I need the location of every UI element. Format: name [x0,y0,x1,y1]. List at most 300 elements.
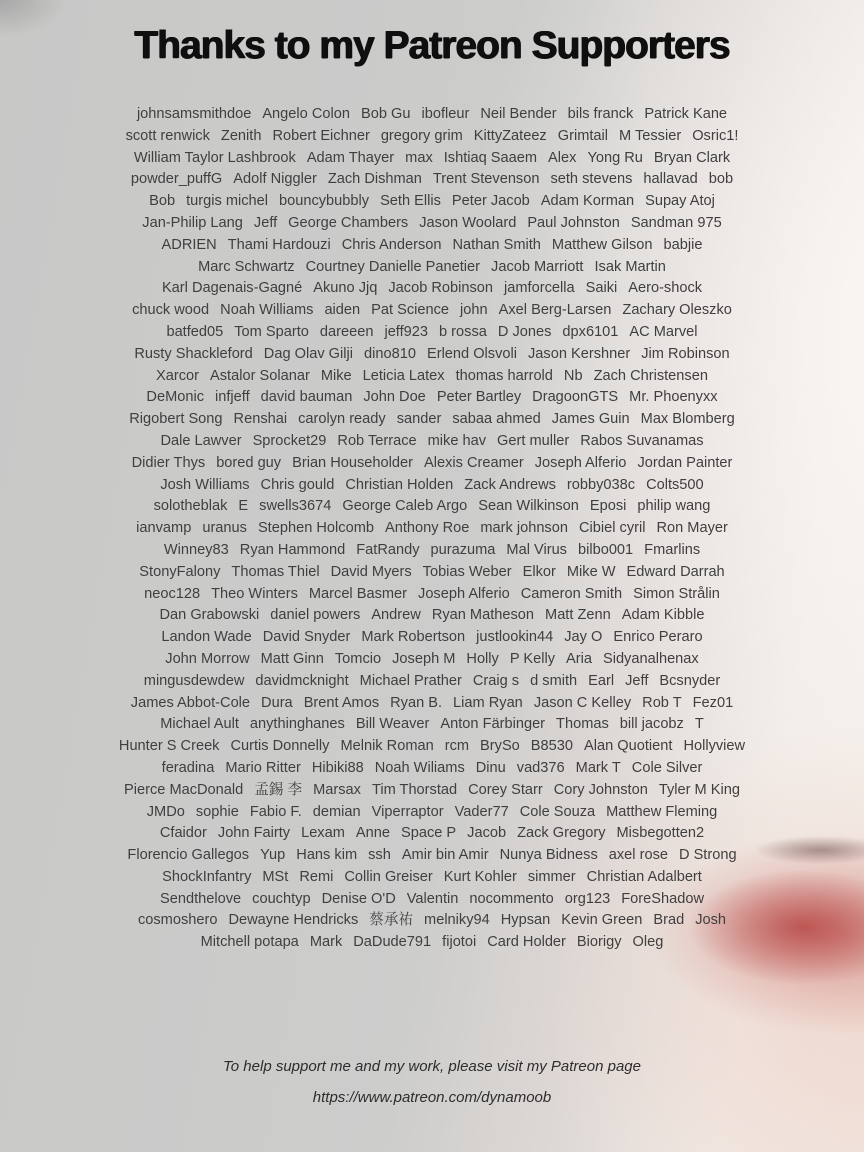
supporter-name: purazuma [430,541,496,558]
supporter-name: Alan Quotient [584,738,673,755]
supporter-line [0,910,864,932]
supporter-name: Biorigy [576,934,622,951]
supporter-name: anythinghanes [249,716,345,733]
supporter-name: Ryan Hammond [239,541,346,558]
supporter-name: Dinu [475,759,506,776]
supporter-name: Anton Färbinger [440,716,546,733]
supporter-name: Holly [466,650,499,667]
supporter-line [0,889,864,911]
supporter-name: Adam Korman [540,193,635,210]
supporter-name: Jim Robinson [641,345,730,362]
supporter-name: FatRandy [356,541,420,558]
supporter-name: Grimtail [557,127,609,144]
supporter-name: bilbo001 [577,541,634,558]
supporter-name: Stephen Holcomb [257,520,374,537]
supporter-name: melniky94 [424,912,490,929]
supporter-name: Supay Atoj [645,193,715,210]
supporter-name: Michael Prather [359,672,462,689]
supporter-name: Dan Grabowski [159,607,260,624]
supporter-name: Hypsan [500,912,551,929]
supporter-name: Space P [400,825,457,842]
supporter-name: Hans kim [296,847,358,864]
supporter-name: org123 [564,890,611,907]
supporter-name: Vader77 [454,803,509,820]
supporter-name: Adam Thayer [306,149,395,166]
supporter-name: demian [312,803,361,820]
supporter-name: Fmarlins [644,541,701,558]
supporter-line [0,605,864,627]
supporter-name: KittyZateez [473,127,547,144]
supporter-name: Chris gould [260,476,335,493]
supporter-name: AC Marvel [629,323,698,340]
supporter-name: Ishtiaq Saaem [443,149,538,166]
supporter-name: Mario Ritter [225,759,301,776]
supporter-line [0,867,864,889]
supporter-name: Tim Thorstad [371,781,458,798]
supporter-name: P Kelly [509,650,556,667]
supporter-name: Rigobert Song [129,411,223,428]
supporter-name: Rabos Suvanamas [580,432,704,449]
supporter-name: gregory grim [380,127,463,144]
supporter-name: ShockInfantry [162,868,252,885]
supporter-name: david bauman [260,389,353,406]
supporter-name: Aria [566,650,592,667]
supporter-line [0,802,864,824]
supporter-name: sophie [195,803,239,820]
supporter-name: Jason C Kelley [533,694,632,711]
supporter-name: Max Blomberg [640,411,735,428]
supporter-name: Zachary Oleszko [622,302,732,319]
supporter-name: DaDude791 [353,934,432,951]
supporter-name: ADRIEN [161,236,217,253]
supporter-name: Marcel Basmer [308,585,408,602]
supporter-name: Florencio Gallegos [127,847,250,864]
supporter-name: Xarcor [156,367,200,384]
supporter-name: Sendthelove [160,890,242,907]
supporter-name: Brad [653,912,685,929]
supporter-name: cosmoshero [137,912,218,929]
supporter-name: Isak Martin [594,258,666,275]
supporter-name: Earl [588,672,615,689]
supporter-name: ssh [368,847,391,864]
supporter-name: Andrew [371,607,421,624]
supporter-name: Brent Amos [303,694,380,711]
support-message: To help support me and my work, please visit my Patreon page [223,1058,641,1076]
supporter-name: Josh Williams [160,476,250,493]
supporter-name: Yup [260,847,286,864]
supporter-name: Osric1! [692,127,739,144]
supporter-name: Viperraptor [371,803,444,820]
supporter-name: Mitchell potapa [200,934,299,951]
supporter-name: Bob [149,193,176,210]
supporter-name: ibofleur [421,106,470,122]
supporter-name: B8530 [530,738,573,755]
supporter-line [0,322,864,344]
supporter-name: ForeShadow [621,890,704,907]
supporter-name: Remi [299,868,334,885]
supporter-name: Dale Lawver [160,432,242,449]
supporter-name: David Snyder [262,629,351,646]
supporter-name: bill jacobz [619,716,684,733]
supporter-name: Zack Andrews [464,476,556,493]
supporter-name: Alexis Creamer [424,454,524,471]
supporter-name: max [405,149,433,166]
supporter-name: rcm [444,738,470,755]
supporter-name: Chris Anderson [341,236,442,253]
supporter-name: Joseph Alferio [418,585,510,602]
supporter-name: George Caleb Argo [342,498,468,515]
supporter-name: Yong Ru [587,149,643,166]
supporter-name: solotheblak [153,498,228,515]
supporter-name: StonyFalony [139,563,221,580]
supporter-name: Josh [695,912,727,929]
supporter-name: Fez01 [692,694,734,711]
supporter-name: MSt [262,868,289,885]
supporter-name: Neil Bender [480,106,557,122]
supporter-name: Amir bin Amir [401,847,489,864]
supporter-name: Didier Thys [131,454,206,471]
supporter-name: Mike W [566,563,616,580]
supporter-name: mike hav [427,432,487,449]
supporter-name: Renshai [233,411,288,428]
supporter-name: robby038c [566,476,636,493]
supporter-line [0,562,864,584]
supporter-name: Jacob Marriott [491,258,584,275]
supporter-name: Adam Kibble [621,607,705,624]
supporter-name: Tom Sparto [234,323,309,340]
supporter-name: Oleg [632,934,664,951]
supporter-name: Zach Christensen [593,367,708,384]
supporter-name: powder_puffG [130,171,223,188]
supporter-name: Sandman 975 [630,214,722,231]
supporter-name: Ryan Matheson [431,607,535,624]
supporter-name: Thami Hardouzi [227,236,331,253]
supporter-line [0,540,864,562]
supporter-name: Denise O'D [321,890,396,907]
supporter-name: davidmcknight [255,672,349,689]
supporter-name: bored guy [216,454,282,471]
supporter-line [0,278,864,300]
supporter-name: John Doe [363,389,426,406]
supporter-name: jamforcella [504,280,575,297]
supporter-name: Robert Eichner [272,127,370,144]
supporter-name: Sprocket29 [252,432,327,449]
supporter-name: Lexam [301,825,345,842]
supporter-name: Matthew Fleming [606,803,718,820]
supporter-name: daniel powers [270,607,361,624]
supporter-name: Michael Ault [160,716,239,733]
supporter-name: carolyn ready [298,411,386,428]
supporter-name: batfed05 [166,323,224,340]
supporter-name: Cameron Smith [520,585,623,602]
supporter-line [0,191,864,213]
supporter-line [0,387,864,409]
supporter-name: 孟錫 李 [254,781,303,798]
supporter-name: Collin Greiser [344,868,433,885]
supporter-line [0,169,864,191]
supporter-name: Cory Johnston [553,781,648,798]
supporter-name: Curtis Donnelly [230,738,330,755]
supporter-name: johnsamsmithdoe [136,106,252,122]
supporter-name: DeMonic [146,389,205,406]
supporter-name: Peter Bartley [436,389,522,406]
supporter-name: Noah Williams [220,302,314,319]
supporter-name: Liam Ryan [453,694,523,711]
supporter-name: 蔡承祐 [369,912,414,929]
supporter-line [0,627,864,649]
supporter-name: Bill Weaver [355,716,430,733]
supporter-name: Kevin Green [561,912,643,929]
supporter-name: Anne [355,825,390,842]
supporter-name: mingusdewdew [143,672,245,689]
supporter-name: couchtyp [252,890,311,907]
supporter-name: Rob T [642,694,682,711]
supporter-name: Tobias Weber [422,563,512,580]
supporter-name: Simon Strålin [633,585,720,602]
supporter-line [0,780,864,802]
supporter-name: Valentin [406,890,459,907]
supporter-line [0,126,864,148]
supporter-name: Thomas [556,716,609,733]
supporter-name: Christian Holden [345,476,454,493]
supporter-line [0,344,864,366]
supporter-name: John Fairty [217,825,291,842]
supporter-name: D Jones [497,323,552,340]
page-title: Thanks to my Patreon Supporters [134,24,730,67]
supporter-name: b rossa [439,323,487,340]
supporter-name: Edward Darrah [626,563,725,580]
supporter-name: Pat Science [371,302,450,319]
supporter-name: Tomcio [334,650,382,667]
supporter-name: Craig s [472,672,520,689]
supporter-name: Ryan B. [390,694,443,711]
supporter-name: Jacob Robinson [388,280,494,297]
supporter-name: simmer [527,868,576,885]
supporter-name: Peter Jacob [451,193,530,210]
supporter-name: Gert muller [497,432,570,449]
supporter-name: jeff923 [384,323,429,340]
supporter-line [0,300,864,322]
supporter-name: Mark Robertson [361,629,466,646]
supporter-name: Jan-Philip Lang [142,214,243,231]
supporter-line [0,823,864,845]
supporter-name: Hollyview [683,738,746,755]
supporter-name: Cibiel cyril [578,520,646,537]
supporter-line [0,257,864,279]
supporter-name: uranus [202,520,247,537]
supporter-name: Elkor [522,563,556,580]
supporter-name: Bob Gu [360,106,411,122]
supporter-name: fijotoi [442,934,477,951]
supporter-name: Jacob [467,825,507,842]
supporter-name: Joseph M [392,650,456,667]
supporter-name: Theo Winters [211,585,298,602]
supporter-name: Matthew Gilson [551,236,653,253]
supporter-name: Marsax [313,781,361,798]
supporter-name: Noah Wiliams [374,759,465,776]
supporter-name: Dewayne Hendricks [228,912,359,929]
supporter-name: Cfaidor [159,825,207,842]
supporter-name: Jeff [625,672,649,689]
supporter-name: Mark T [575,759,621,776]
supporter-name: Courtney Danielle Panetier [305,258,481,275]
supporter-name: Cole Souza [519,803,596,820]
supporter-name: Winney83 [163,541,229,558]
supporter-name: Card Holder [487,934,566,951]
supporter-name: Dag Olav Gilji [263,345,354,362]
supporter-line [0,845,864,867]
supporter-name: D Strong [678,847,737,864]
supporter-name: Aero-shock [628,280,703,297]
supporter-name: Bcsnyder [659,672,721,689]
supporter-name: Saiki [585,280,618,297]
supporter-name: dareeen [319,323,374,340]
supporter-name: Hunter S Creek [118,738,220,755]
supporter-name: Erlend Olsvoli [426,345,517,362]
supporter-name: Jay O [564,629,603,646]
supporter-line [0,758,864,780]
supporter-line [0,496,864,518]
supporter-name: Melnik Roman [340,738,434,755]
supporter-line [0,671,864,693]
supporter-name: bob [708,171,734,188]
supporter-name: ianvamp [136,520,192,537]
supporter-name: bils franck [567,106,634,122]
supporter-name: Zach Dishman [327,171,422,188]
supporter-name: Adolf Niggler [233,171,317,188]
supporter-name: john [460,302,488,319]
supporter-name: Eposi [589,498,627,515]
supporter-name: Zack Gregory [517,825,606,842]
supporter-name: George Chambers [288,214,409,231]
supporter-name: Ron Mayer [656,520,728,537]
supporter-line [0,104,864,126]
supporter-name: infjeff [215,389,250,406]
supporter-name: Rob Terrace [337,432,417,449]
supporter-line [0,518,864,540]
supporter-name: Bryan Clark [653,149,731,166]
supporter-line [0,584,864,606]
supporter-name: BrySo [480,738,520,755]
supporter-name: thomas harrold [455,367,553,384]
supporter-name: Nathan Smith [452,236,541,253]
supporter-line [0,431,864,453]
supporter-name: Anthony Roe [384,520,470,537]
supporter-name: James Guin [551,411,630,428]
supporter-name: Zenith [220,127,262,144]
supporter-name: Jordan Painter [637,454,733,471]
supporter-name: chuck wood [132,302,210,319]
supporter-name: Matt Ginn [260,650,324,667]
supporter-name: philip wang [637,498,711,515]
supporter-line [0,736,864,758]
supporter-name: dino810 [364,345,416,362]
supporter-name: Enrico Peraro [613,629,703,646]
supporter-name: Sidyanalhenax [602,650,699,667]
supporter-line [0,366,864,388]
supporter-name: Astalor Solanar [210,367,310,384]
supporter-name: Angelo Colon [262,106,350,122]
supporter-name: Nb [563,367,583,384]
supporter-name: bouncybubbly [279,193,370,210]
supporter-name: Thomas Thiel [231,563,320,580]
supporter-name: neoc128 [144,585,201,602]
supporter-name: nocommento [469,890,554,907]
supporters-list [0,104,864,954]
supporter-name: David Myers [330,563,412,580]
supporter-name: swells3674 [259,498,332,515]
supporter-name: Misbegotten2 [616,825,705,842]
supporter-name: Sean Wilkinson [478,498,579,515]
supporter-name: Matt Zenn [545,607,611,624]
supporter-name: Christian Adalbert [586,868,702,885]
supporter-line [0,235,864,257]
supporter-name: Mr. Phoenyxx [629,389,718,406]
supporter-name: scott renwick [125,127,210,144]
supporter-name: Mike [320,367,352,384]
supporter-name: Alex [548,149,577,166]
supporter-name: Tyler M King [658,781,740,798]
supporter-name: mark johnson [480,520,568,537]
supporter-name: Paul Johnston [527,214,620,231]
supporter-name: M Tessier [619,127,682,144]
supporter-name: justlookin44 [476,629,554,646]
supporter-line [0,932,864,954]
supporter-name: Trent Stevenson [432,171,540,188]
supporter-name: Axel Berg-Larsen [498,302,612,319]
supporter-name: DragoonGTS [532,389,619,406]
supporter-line [0,714,864,736]
supporter-name: Fabio F. [249,803,302,820]
supporter-name: Colts500 [646,476,704,493]
supporter-name: Landon Wade [161,629,252,646]
supporter-name: Kurt Kohler [443,868,517,885]
supporter-name: sabaa ahmed [452,411,541,428]
supporter-name: babjie [663,236,703,253]
supporter-name: Mark [309,934,343,951]
supporter-name: Jason Kershner [528,345,631,362]
supporter-name: Pierce MacDonald [124,781,244,798]
supporter-line [0,453,864,475]
supporter-name: Corey Starr [468,781,543,798]
supporter-name: Patrick Kane [644,106,728,122]
supporter-name: axel rose [608,847,668,864]
supporter-name: sander [396,411,442,428]
supporter-name: feradina [161,759,215,776]
supporter-line [0,475,864,497]
supporter-name: Rusty Shackleford [134,345,253,362]
supporter-line [0,213,864,235]
supporter-line [0,148,864,170]
supporter-name: Cole Silver [631,759,703,776]
patreon-url: https://www.patreon.com/dynamoob [312,1089,552,1107]
supporter-name: d smith [530,672,578,689]
supporter-name: Hibiki88 [311,759,364,776]
supporter-name: turgis michel [186,193,268,210]
supporter-name: Leticia Latex [362,367,445,384]
supporter-name: Joseph Alferio [534,454,627,471]
supporter-name: JMDo [146,803,185,820]
supporter-name: Karl Dagenais-Gagné [161,280,303,297]
supporter-name: Brian Householder [292,454,413,471]
supporter-name: E [238,498,249,515]
supporter-name: Seth Ellis [380,193,441,210]
supporter-name: James Abbot-Cole [130,694,251,711]
supporter-name: vad376 [516,759,565,776]
supporter-name: William Taylor Lashbrook [133,149,296,166]
supporter-name: hallavad [643,171,698,188]
supporter-name: Mal Virus [506,541,567,558]
